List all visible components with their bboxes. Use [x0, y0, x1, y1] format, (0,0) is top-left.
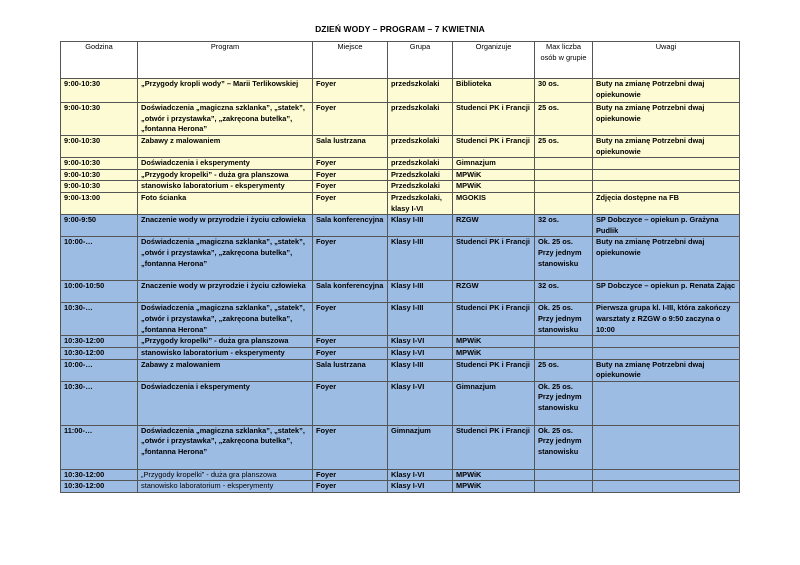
cell-time: 10:30-12:00 [61, 347, 138, 359]
cell-organizer: MPWiK [453, 169, 535, 181]
header-godzina: Godzina [61, 42, 138, 79]
header-uwagi: Uwagi [593, 42, 740, 79]
cell-program: Doświadczenia „magiczna szklanka”, „statek”, „otwór i przystawka”, „zakręcona butelka”, „fontanna Herona” [138, 237, 313, 281]
cell-place: Sala konferencyjna [313, 281, 388, 303]
table-row [61, 237, 740, 281]
cell-max-persons: 25 os. [535, 136, 593, 158]
cell-notes: Buty na zmianę Potrzebni dwaj opiekunowie [593, 359, 740, 381]
cell-program: stanowisko laboratorium - eksperymenty [138, 481, 313, 493]
cell-max-persons: Ok. 25 os. Przy jednym stanowisku [535, 425, 593, 469]
cell-program: stanowisko laboratorium - eksperymenty [138, 347, 313, 359]
program-body [61, 79, 740, 493]
cell-place: Foyer [313, 103, 388, 136]
cell-time: 9:00-13:00 [61, 192, 138, 214]
cell-program: „Przygody kropli wody” – Marii Terlikowskiej [138, 79, 313, 103]
cell-organizer: MPWiK [453, 481, 535, 493]
cell-organizer: MPWiK [453, 181, 535, 193]
header-max-liczba: Max liczba osób w grupie [535, 42, 593, 79]
cell-notes [593, 169, 740, 181]
cell-time: 10:30-12:00 [61, 481, 138, 493]
document-title: DZIEŃ WODY – PROGRAM – 7 KWIETNIA [315, 24, 485, 34]
cell-program: Zabawy z malowaniem [138, 136, 313, 158]
table-row [61, 136, 740, 158]
cell-group: Klasy I-VI [388, 481, 453, 493]
table-row [61, 336, 740, 348]
cell-place: Sala konferencyjna [313, 215, 388, 237]
cell-max-persons [535, 158, 593, 170]
header-grupa: Grupa [388, 42, 453, 79]
cell-program: Doświadczenia „magiczna szklanka”, „statek”, „otwór i przystawka”, „zakręcona butelka”, „fontanna Herona” [138, 303, 313, 336]
cell-time: 9:00-10:30 [61, 79, 138, 103]
cell-program: Doświadczenia i eksperymenty [138, 381, 313, 425]
cell-organizer: MPWiK [453, 347, 535, 359]
cell-organizer: Studenci PK i Francji [453, 425, 535, 469]
table-row [61, 158, 740, 170]
cell-group: Klasy I-VI [388, 469, 453, 481]
cell-notes: Buty na zmianę Potrzebni dwaj opiekunowie [593, 79, 740, 103]
cell-place: Foyer [313, 381, 388, 425]
cell-organizer: MPWiK [453, 336, 535, 348]
table-row [61, 281, 740, 303]
table-row [61, 481, 740, 493]
cell-place: Foyer [313, 303, 388, 336]
cell-time: 9:00-10:30 [61, 136, 138, 158]
cell-time: 10:30-… [61, 381, 138, 425]
table-row [61, 303, 740, 336]
cell-group: Klasy I-VI [388, 381, 453, 425]
cell-place: Foyer [313, 181, 388, 193]
cell-max-persons: 32 os. [535, 281, 593, 303]
cell-program: Zabawy z malowaniem [138, 359, 313, 381]
table-row [61, 359, 740, 381]
cell-organizer: Gimnazjum [453, 158, 535, 170]
cell-place: Foyer [313, 169, 388, 181]
cell-group: przedszkolaki [388, 79, 453, 103]
cell-max-persons [535, 481, 593, 493]
cell-place: Foyer [313, 237, 388, 281]
cell-program: „Przygody kropelki” - duża gra planszowa [138, 169, 313, 181]
table-row [61, 169, 740, 181]
cell-place: Foyer [313, 336, 388, 348]
cell-notes [593, 347, 740, 359]
cell-organizer: MPWiK [453, 469, 535, 481]
cell-group: Klasy I-III [388, 359, 453, 381]
table-row [61, 181, 740, 193]
cell-max-persons [535, 192, 593, 214]
cell-group: przedszkolaki [388, 103, 453, 136]
cell-time: 10:30-12:00 [61, 336, 138, 348]
cell-notes: Pierwsza grupa kl. I-III, która zakończy warsztaty z RZGW o 9:50 zaczyna o 10:00 [593, 303, 740, 336]
cell-organizer: RZGW [453, 215, 535, 237]
cell-group: Przedszkolaki, klasy I-VI [388, 192, 453, 214]
cell-time: 10:00-10:50 [61, 281, 138, 303]
cell-notes [593, 336, 740, 348]
cell-time: 9:00-9:50 [61, 215, 138, 237]
program-table [60, 41, 740, 493]
cell-time: 10:30-… [61, 303, 138, 336]
cell-time: 9:00-10:30 [61, 181, 138, 193]
cell-max-persons [535, 347, 593, 359]
cell-notes: Buty na zmianę Potrzebni dwaj opiekunowie [593, 237, 740, 281]
cell-max-persons: Ok. 25 os. Przy jednym stanowisku [535, 381, 593, 425]
table-row [61, 215, 740, 237]
cell-max-persons [535, 169, 593, 181]
cell-program: Doświadczenia „magiczna szklanka”, „statek”, „otwór i przystawka”, „zakręcona butelka”, „fontanna Herona” [138, 103, 313, 136]
cell-group: Przedszkolaki [388, 181, 453, 193]
cell-program: Foto ścianka [138, 192, 313, 214]
table-row [61, 79, 740, 103]
cell-group: Gimnazjum [388, 425, 453, 469]
cell-max-persons: 30 os. [535, 79, 593, 103]
cell-organizer: Gimnazjum [453, 381, 535, 425]
cell-organizer: Biblioteka [453, 79, 535, 103]
cell-place: Foyer [313, 481, 388, 493]
cell-group: przedszkolaki [388, 158, 453, 170]
cell-notes: Buty na zmianę Potrzebni dwaj opiekunowie [593, 103, 740, 136]
cell-group: Klasy I-III [388, 237, 453, 281]
table-row [61, 103, 740, 136]
cell-notes [593, 469, 740, 481]
cell-notes: Zdjęcia dostępne na FB [593, 192, 740, 214]
cell-organizer: RZGW [453, 281, 535, 303]
cell-max-persons [535, 181, 593, 193]
header-program: Program [138, 42, 313, 79]
header-organizuje: Organizuje [453, 42, 535, 79]
cell-max-persons [535, 336, 593, 348]
cell-max-persons: Ok. 25 os. Przy jednym stanowisku [535, 237, 593, 281]
cell-time: 11:00-… [61, 425, 138, 469]
table-row [61, 381, 740, 425]
cell-group: Klasy I-III [388, 303, 453, 336]
cell-program: stanowisko laboratorium - eksperymenty [138, 181, 313, 193]
cell-program: Znaczenie wody w przyrodzie i życiu człowieka [138, 281, 313, 303]
cell-place: Foyer [313, 158, 388, 170]
cell-time: 9:00-10:30 [61, 158, 138, 170]
header-row [61, 42, 740, 79]
cell-time: 10:00-… [61, 359, 138, 381]
cell-place: Sala lustrzana [313, 136, 388, 158]
header-miejsce: Miejsce [313, 42, 388, 79]
cell-group: Klasy I-VI [388, 347, 453, 359]
cell-group: Klasy I-VI [388, 336, 453, 348]
cell-time: 10:00-… [61, 237, 138, 281]
cell-organizer: Studenci PK i Francji [453, 237, 535, 281]
cell-notes [593, 158, 740, 170]
cell-notes: SP Dobczyce – opiekun p. Grażyna Pudlik [593, 215, 740, 237]
cell-time: 9:00-10:30 [61, 103, 138, 136]
cell-program: „Przygody kropelki” - duża gra planszowa [138, 336, 313, 348]
cell-max-persons: 25 os. [535, 103, 593, 136]
cell-place: Foyer [313, 469, 388, 481]
table-row [61, 469, 740, 481]
cell-organizer: Studenci PK i Francji [453, 359, 535, 381]
cell-group: przedszkolaki [388, 136, 453, 158]
cell-group: Klasy I-III [388, 215, 453, 237]
cell-time: 10:30-12:00 [61, 469, 138, 481]
cell-organizer: Studenci PK i Francji [453, 136, 535, 158]
cell-place: Foyer [313, 425, 388, 469]
table-row [61, 347, 740, 359]
cell-max-persons: Ok. 25 os. Przy jednym stanowisku [535, 303, 593, 336]
cell-program: Znaczenie wody w przyrodzie i życiu człowieka [138, 215, 313, 237]
cell-program: „Przygody kropelki” - duża gra planszowa [138, 469, 313, 481]
cell-time: 9:00-10:30 [61, 169, 138, 181]
table-row [61, 192, 740, 214]
cell-notes [593, 425, 740, 469]
cell-notes: Buty na zmianę Potrzebni dwaj opiekunowie [593, 136, 740, 158]
cell-notes [593, 481, 740, 493]
cell-group: Klasy I-III [388, 281, 453, 303]
cell-place: Foyer [313, 79, 388, 103]
cell-place: Sala lustrzana [313, 359, 388, 381]
cell-place: Foyer [313, 347, 388, 359]
cell-program: Doświadczenia „magiczna szklanka”, „statek”, „otwór i przystawka”, „zakręcona butelka”, „fontanna Herona” [138, 425, 313, 469]
cell-notes: SP Dobczyce – opiekun p. Renata Zając [593, 281, 740, 303]
cell-notes [593, 181, 740, 193]
cell-organizer: MGOKIS [453, 192, 535, 214]
cell-max-persons: 32 os. [535, 215, 593, 237]
cell-max-persons [535, 469, 593, 481]
cell-organizer: Studenci PK i Francji [453, 303, 535, 336]
cell-place: Foyer [313, 192, 388, 214]
cell-notes [593, 381, 740, 425]
cell-max-persons: 25 os. [535, 359, 593, 381]
cell-group: Przedszkolaki [388, 169, 453, 181]
cell-organizer: Studenci PK i Francji [453, 103, 535, 136]
table-row [61, 425, 740, 469]
cell-program: Doświadczenia i eksperymenty [138, 158, 313, 170]
